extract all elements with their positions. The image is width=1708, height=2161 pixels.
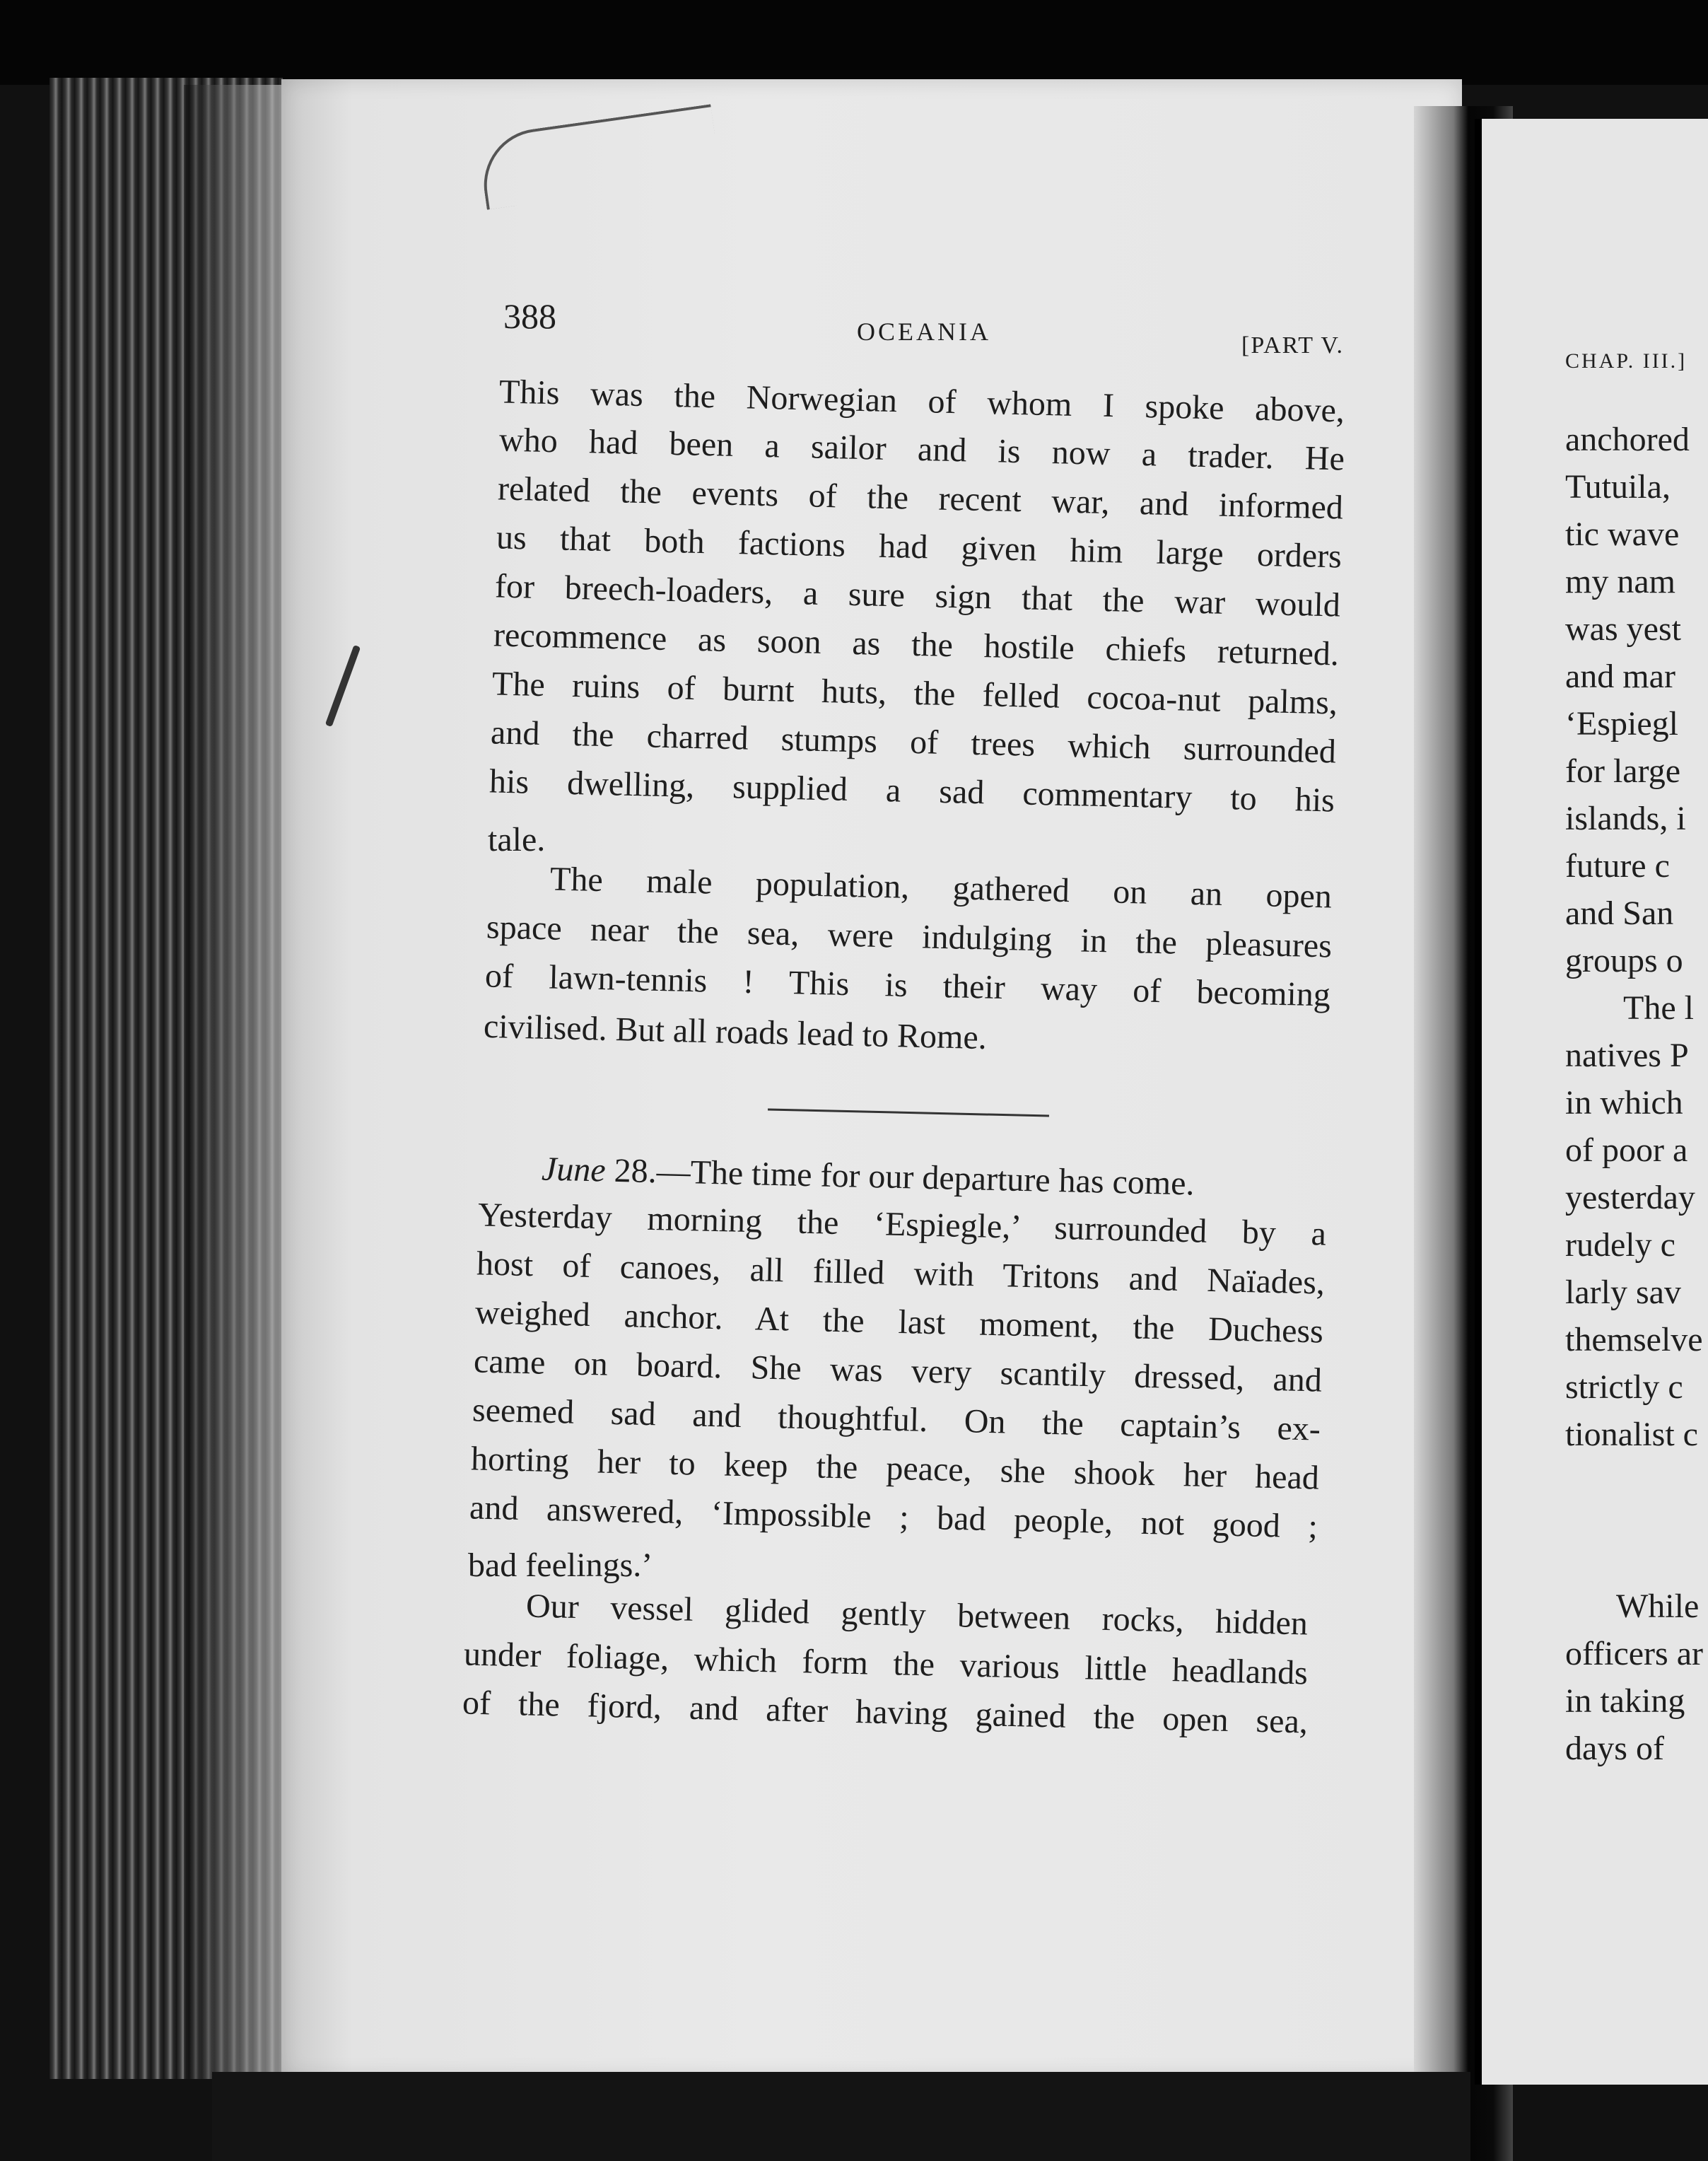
text-line: While [1616,1588,1700,1625]
text-line: larly sav [1565,1274,1681,1311]
section-label: [PART V. [1241,332,1345,359]
page-edge-shadow [184,85,290,2079]
text-line: and the charred stumps of trees which surrounded [490,713,1337,771]
text-line: yesterday [1565,1179,1695,1216]
text-line: in which [1565,1084,1683,1122]
text-line: bad feelings.’ [468,1547,653,1584]
text-line: of poor a [1565,1131,1688,1169]
page-number: 388 [503,296,556,336]
text-line: The male population, gathered on an open [549,860,1333,916]
text-line: ‘Espiegl [1565,705,1678,742]
text-line: officers ar [1565,1635,1703,1672]
text-line: was yest [1565,610,1681,648]
text-line: of the fjord, and after having gained the open sea, [462,1684,1309,1741]
scan-bottom-border [212,2072,1470,2161]
text-line: horting her to keep the peace, she shook her head [470,1440,1320,1497]
text-line: The l [1623,989,1694,1027]
text-line: This was the Norwegian of whom I spoke above, [498,373,1345,430]
text-line: for large [1565,752,1681,790]
text-line: The ruins of burnt huts, the felled cocoa-nut palms, [491,665,1338,722]
text-line: natives P [1565,1037,1689,1074]
text-line: tic wave [1565,516,1680,553]
text-line: and answered, ‘Impossible ; bad people, not good ; [469,1489,1318,1546]
text-line: recommence as soon as the hostile chiefs returned. [493,616,1340,673]
text-line: of lawn-tennis ! This is their way of becoming [484,957,1331,1014]
text-line: groups o [1565,942,1683,979]
text-line: space near the sea, were indulging in the pleasures [486,908,1333,965]
text-line: anchored [1565,421,1690,458]
date-label: June [541,1150,607,1189]
text-line: themselve [1565,1321,1703,1358]
text-line: who had been a sailor and is now a trader. He [498,421,1345,478]
text-line: weighed anchor. At the last moment, the Duchess [474,1293,1324,1351]
text-line: islands, i [1565,800,1686,837]
right-running-head: CHAP. III.] [1565,349,1687,373]
text-line: seemed sad and thoughtful. On the captain’s ex- [472,1391,1321,1448]
text-line: Tutuila, [1565,468,1671,506]
text-line: days of [1565,1730,1664,1767]
text-line: my nam [1565,563,1675,600]
text-line: related the events of the recent war, and informed [497,470,1344,527]
text-line: host of canoes, all filled with Tritons and Naïades, [476,1245,1326,1302]
text-line: in taking [1565,1682,1685,1720]
text-line: civilised. But all roads lead to Rome. [483,1007,988,1057]
text-line: Our vessel glided gently between rocks, hidden [525,1587,1309,1643]
text-line: his dwelling, supplied a sad commentary to his [489,762,1335,820]
date-line-text: 28.—The time for our departure has come. [605,1151,1195,1203]
text-line: under foliage, which form the various little headlands [463,1635,1309,1692]
running-title: OCEANIA [857,318,991,346]
text-line: Yesterday morning the ‘Espiegle,’ surrounded by a [477,1196,1327,1253]
text-line: and San [1565,895,1674,932]
text-line: and mar [1565,658,1675,695]
left-page [281,79,1462,2078]
text-line: us that both factions had given him large orders [496,518,1343,576]
text-line: rudely c [1565,1226,1675,1264]
scan-top-border [0,0,1708,85]
text-line: tionalist c [1565,1416,1698,1453]
text-line: for breech-loaders, a sure sign that the war would [494,567,1341,624]
text-line: came on board. She was very scantily dressed, and [473,1342,1323,1399]
text-line: tale. [488,821,546,858]
text-line: strictly c [1565,1368,1683,1406]
text-line: future c [1565,847,1670,885]
